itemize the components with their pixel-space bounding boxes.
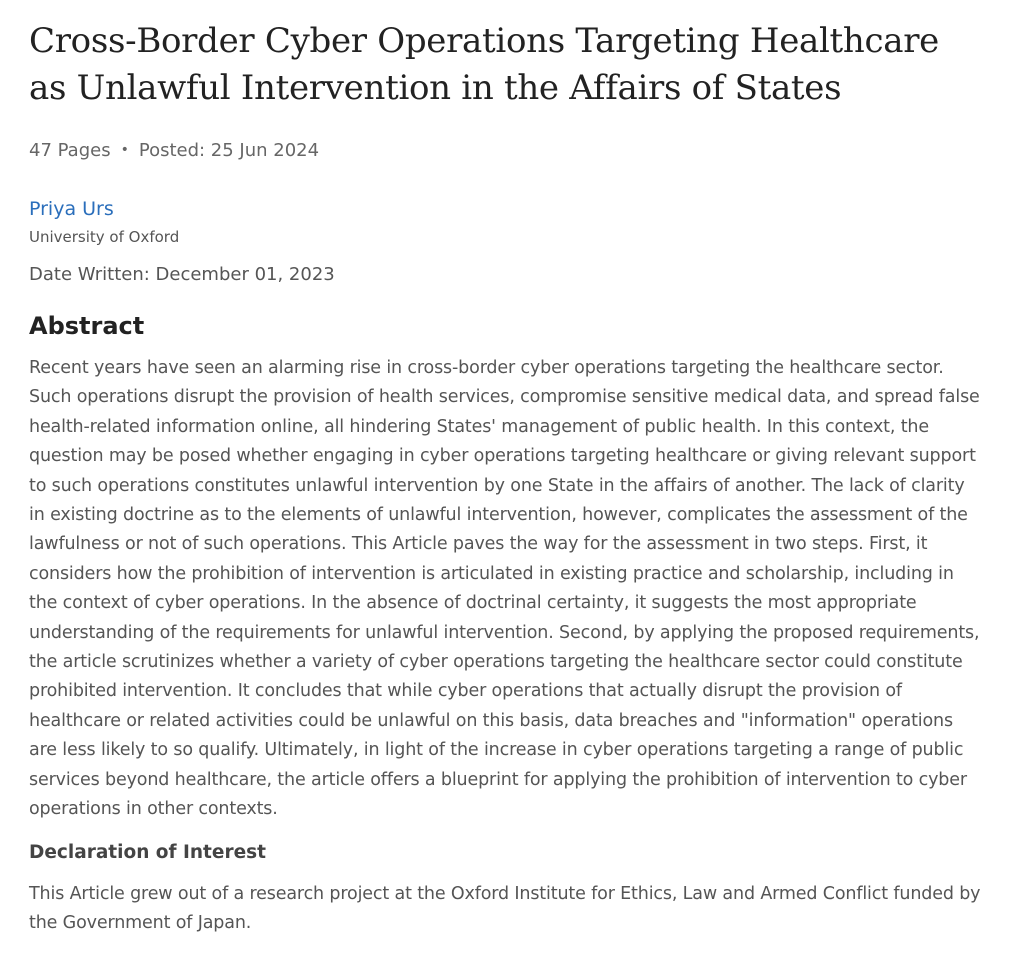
paper-title: Cross-Border Cyber Operations Targeting Healthcare as Unlawful Intervention in the Affairs of States <box>29 21 940 108</box>
meta-separator: • <box>120 142 129 158</box>
declaration-text: This Article grew out of a research project at the Oxford Institute for Ethics, Law and Armed Conflict funded by the Government of Japan. <box>29 883 981 933</box>
declaration-heading: Declaration of Interest <box>29 841 266 863</box>
posted-date: Posted: 25 Jun 2024 <box>138 140 320 161</box>
abstract-text: Recent years have seen an alarming rise in cross-border cyber operations targeting the healthcare sector. Such operations disrupt the provision of health services, compromise sensitive medical data, and spread false health-related information online, all hindering States' management of public health. In this context, the question may be posed whether engaging in cyber operations targeting healthcare or giving relevant support to such operations constitutes unlawful intervention by one State in the affairs of another. The lack of clarity in existing doctrine as to the elements of unlawful intervention, however, complicates the assessment of the lawfulness or not of such operations. This Article paves the way for the assessment in two steps. First, it considers how the prohibition of intervention is articulated in existing practice and scholarship, including in the context of cyber operations. In the absence of doctrinal certainty, it suggests the most appropriate understanding of the requirements for unlawful intervention. Second, by applying the proposed requirements, the article scrutinizes whether a variety of cyber operations targeting the healthcare sector could constitute prohibited intervention. It concludes that while cyber operations that actually disrupt the provision of healthcare or related activities could be unlawful on this basis, data breaches and "information" operations are less likely to so qualify. Ultimately, in light of the increase in cyber operations targeting a range of public services beyond healthcare, the article offers a blueprint for applying the prohibition of intervention to cyber operations in other contexts. <box>29 358 980 820</box>
paper-meta <box>29 138 982 163</box>
author-affiliation: University of Oxford <box>29 228 180 246</box>
author-link[interactable]: Priya Urs <box>29 198 114 220</box>
abstract-heading: Abstract <box>29 312 145 340</box>
date-written: Date Written: December 01, 2023 <box>29 264 335 285</box>
page-count: 47 Pages <box>29 140 111 161</box>
